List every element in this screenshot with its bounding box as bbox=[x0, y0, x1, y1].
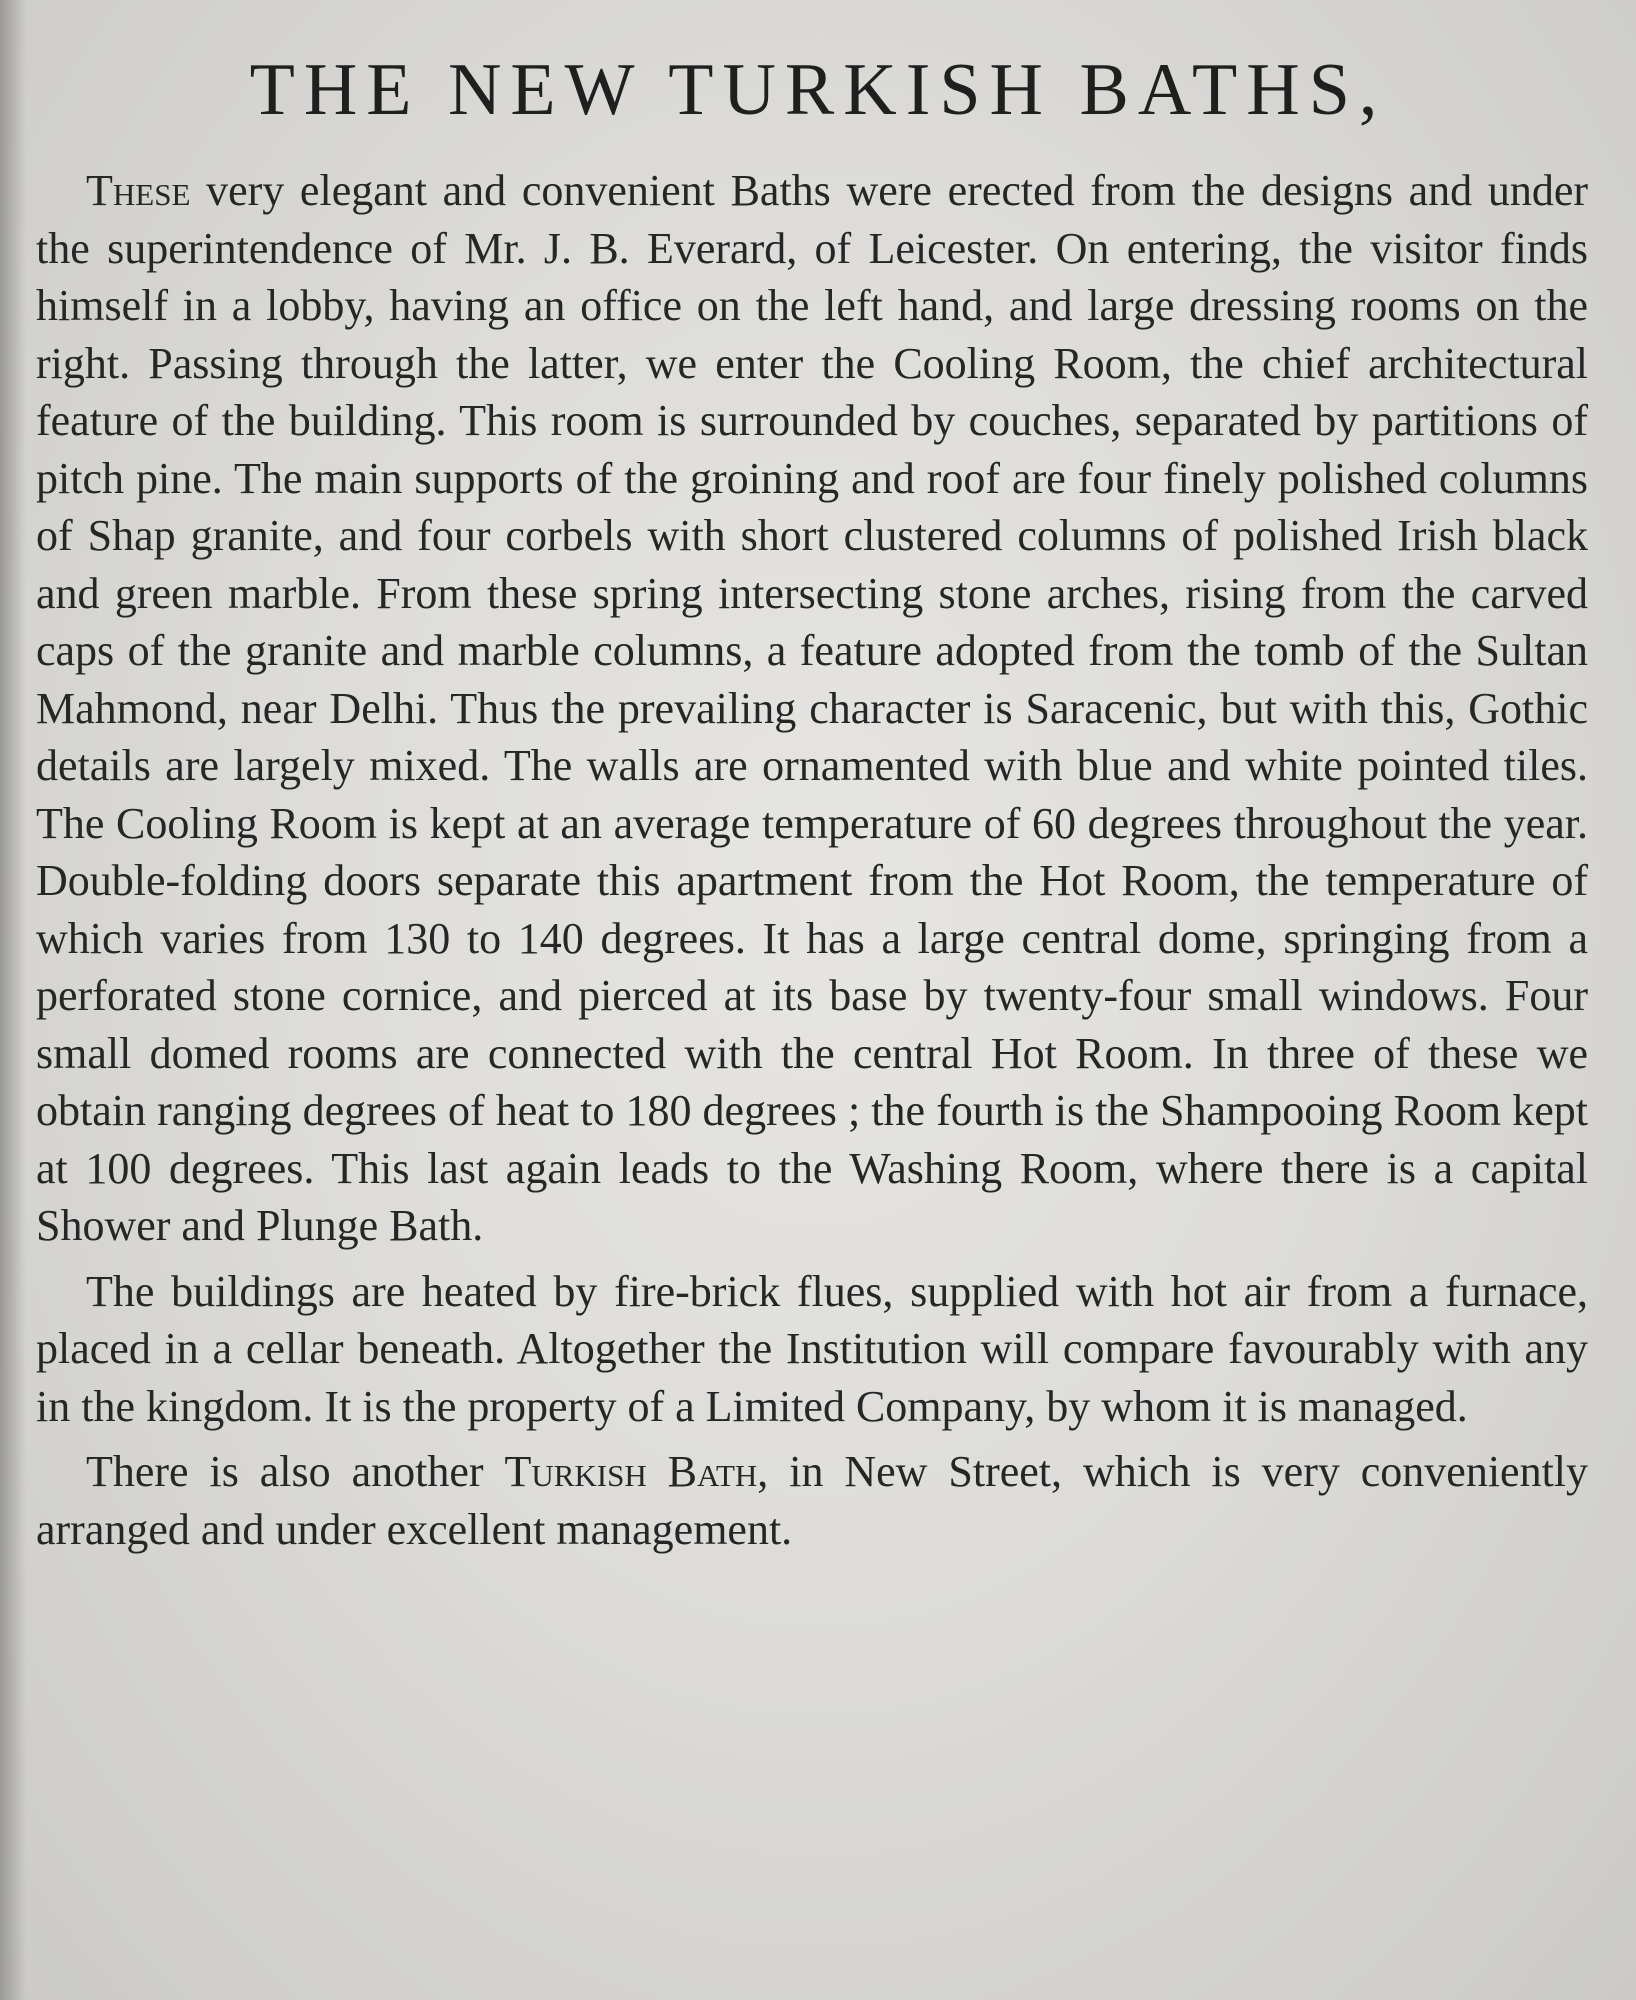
paragraph-1 bbox=[36, 162, 1588, 1255]
paragraph-3-highlight: Turkish Bath, bbox=[504, 1447, 769, 1496]
page-edge-shadow bbox=[0, 0, 26, 2000]
paragraph-1-lead-word: These bbox=[86, 166, 191, 215]
page-title: THE NEW TURKISH BATHS, bbox=[249, 49, 1387, 131]
paragraph-2 bbox=[36, 1263, 1588, 1436]
paragraph-1-text: very elegant and convenient Baths were erected from the designs and under the superintendence of Mr. J. B. Everard, of Leicester. On entering, the visitor finds himself in a lobby, having an office on the left hand, and large dressing rooms on the right. Passing through the latter, we enter the Cooling Room, the chief architectural feature of the building. This room is surrounded by couches, separated by partitions of pitch pine. The main supports of the groining and roof are four finely polished columns of Shap granite, and four corbels with short clustered columns of polished Irish black and green marble. From these spring intersecting stone arches, rising from the carved caps of the granite and marble columns, a feature adopted from the tomb of the Sultan Mahmond, near Delhi. Thus the prevailing character is Saracenic, but with this, Gothic details are largely mixed. The walls are ornamented with blue and white pointed tiles. The Cooling Room is kept at an average temperature of 60 degrees throughout the year. Double-folding doors separate this apartment from the Hot Room, the temperature of which varies from 130 to 140 degrees. It has a large central dome, springing from a perforated stone cornice, and pierced at its base by twenty-four small windows. Four small domed rooms are connected with the central Hot Room. In three of these we obtain ranging degrees of heat to 180 degrees ; the fourth is the Shampooing Room kept at 100 degrees. This last again leads to the Washing Room, where there is a capital Shower and Plunge Bath. bbox=[36, 166, 1589, 1250]
paragraph-3 bbox=[36, 1443, 1588, 1558]
article-body bbox=[36, 162, 1588, 1558]
paragraph-3-text-after: in New Street, which is very conveniently arranged and under excellent management. bbox=[36, 1447, 1589, 1554]
paragraph-3-text-before: There is also another bbox=[86, 1447, 484, 1496]
paragraph-2-text: The buildings are heated by fire-brick flues, supplied with hot air from a furnace, placed in a cellar beneath. Altogether the Institution will compare favourably with any in the kingdom. It is the property of a Limited Company, by whom it is managed. bbox=[36, 1266, 1588, 1431]
